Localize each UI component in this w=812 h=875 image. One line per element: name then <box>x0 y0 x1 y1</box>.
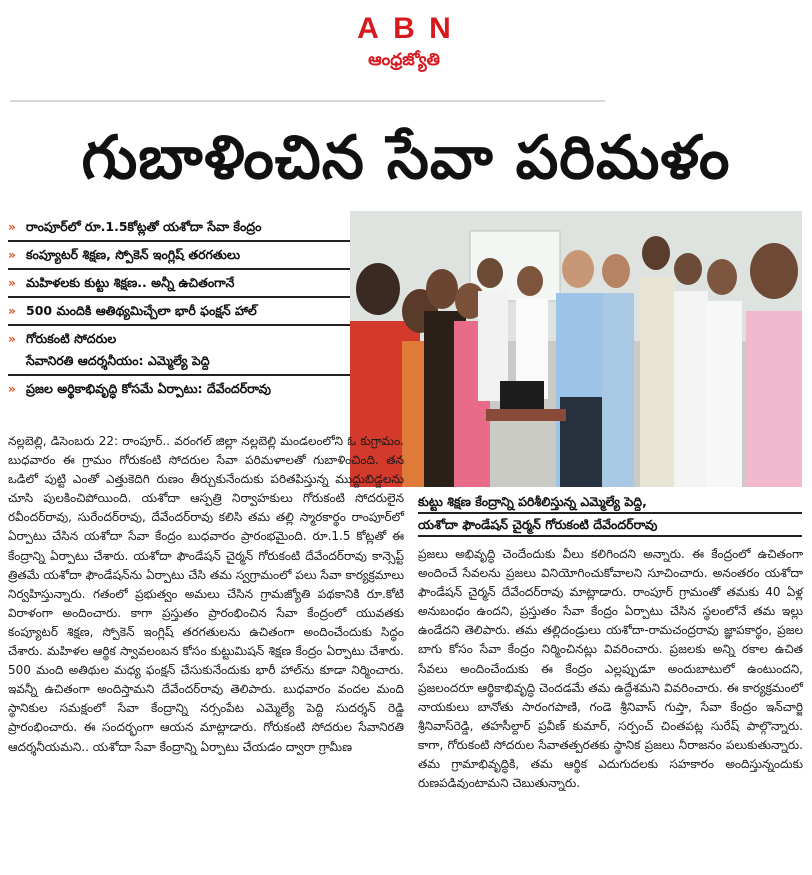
logo-letters <box>340 12 468 46</box>
highlight-item-continued <box>8 348 353 376</box>
highlight-text: కంప్యూటర్ శిక్షణ, స్పోకెన్ ఇంగ్లిష్ తరగతులు <box>26 247 241 262</box>
double-chevron-right-icon: » <box>8 382 16 396</box>
logo-letter-b: B <box>387 12 421 46</box>
highlight-text: సేవానిరతి ఆదర్శనీయం: ఎమ్మెల్యే పెద్ది <box>26 353 210 368</box>
double-chevron-right-icon: » <box>8 248 16 262</box>
highlight-text: మహిళలకు కుట్టు శిక్షణ.. అన్నీ ఉచితంగానే <box>26 275 235 290</box>
double-chevron-right-icon: » <box>8 304 16 318</box>
highlight-item <box>8 242 353 270</box>
highlight-text: ప్రజల అర్థికాభివృద్ధి కోసమే ఏర్పాటు: దేవేందర్‌రావు <box>26 381 271 396</box>
headline: గుబాళించిన సేవా పరిమళం <box>81 123 731 193</box>
double-chevron-right-icon: » <box>8 276 16 290</box>
article-column-left <box>8 432 404 757</box>
highlights-list <box>8 214 353 402</box>
highlight-text: రాంపూర్‌లో రూ.1.5కోట్లతో యశోదా సేవా కేంద్రం <box>26 219 262 234</box>
logo-letter-n: N <box>423 12 457 46</box>
caption-line: కుట్టు శిక్షణ కేంద్రాన్ని పరిశీలిస్తున్న ఎమ్మెల్యే పెద్ది, <box>418 491 802 514</box>
double-chevron-right-icon: » <box>8 332 16 346</box>
highlight-item <box>8 298 353 326</box>
photo-illustration <box>350 211 802 487</box>
article-paragraph: నల్లబెల్లి, డిసెంబరు 22: రాంపూర్.. వరంగల్ జిల్లా నల్లబెల్లి మండలంలోని ఓ కుగ్రామం. బుధవారం ఈ గ్రామం గోరుకంటి సోదరుల సేవా పరిమళాలతో గుబాళించింది. తన ఒడిలో పుట్టి ఎంతో ఎత్తుకెదిగి రుణం తీర్చుకునేందుకు పరితపిస్తున్న ముద్దుబిడ్డలను చూసి పులకించిపోయింది. యశోదా ఆస్పత్రి నిర్వాహకులు గోరుకంటి సోదరులైన రవీందర్‌రావు, సురేందర్‌రావు, దేవేందర్‌రావు కలిసి తమ తల్లి స్మారకార్థం రాంపూర్‌లో ఏర్పాటు చేసిన యశోదా సేవా కేంద్రం బుధవారం ప్రారంభమైంది. రూ.1.5 కోట్లతో ఈ కేంద్రాన్ని ఏర్పాటు చేశారు. యశోదా ఫౌండేషన్ చైర్మన్ గోరుకంటి దేవేందర్‌రావు కాన్సెప్ట్ త్రితమే యశోదా ఫౌండేషన్‌ను ఏర్పాటు చేసి తమ స్వగ్రామంలో పలు సేవా కార్యక్రమాలు నిర్వహిస్తున్నారు. గతంలో ప్రభుత్వం అమలు చేసిన గ్రామజ్యోతి పథకానికి రూ.కోటి విరాళంగా అందించారు. కాగా ప్రస్తుతం ప్రారంభించిన సేవా కేంద్రంలో యువతకు కంప్యూటర్ శిక్షణ, స్పోకెన్ ఇంగ్లిష్ తరగతులను ఉచితంగా అందించేందుకు సిద్ధం చేశారు. మహిళల ఆర్థిక స్వావలంబన కోసం కుట్టుమిషన్ శిక్షణ కేంద్రం ఏర్పాటు చేశారు. 500 మంది అతిథుల మధ్య ఫంక్షన్ చేసుకునేందుకు భారీ హాల్‌ను కూడా నిర్మించారు. ఇవన్నీ ఉచితంగా అందిస్తామని దేవేందర్‌రావు తెలిపారు. బుధవారం వందల మంది స్థానికుల సమక్షంలో సేవా కేంద్రాన్ని నర్సంపేట ఎమ్మెల్యే పెద్ది సుదర్శన్ రెడ్డి ప్రారంభించారు. ఈ సందర్భంగా ఆయన మాట్లాడారు. గోరుకంటి సోదరుల సేవానిరతి ఆదర్శనీయమని.. యశోదా సేవా కేంద్రాన్ని ఏర్పాటు చేయడం ద్వారా గ్రామీణ <box>8 434 404 754</box>
highlight-item <box>8 214 353 242</box>
abn-logo <box>340 6 468 106</box>
highlight-item <box>8 270 353 298</box>
logo-letter-a: A <box>351 12 385 46</box>
top-divider <box>10 100 605 102</box>
caption-line: యశోదా ఫౌండేషన్ చైర్మన్ గోరుకంటి దేవేందర్‌రావు <box>418 514 802 537</box>
article-paragraph: ప్రజలు అభివృద్ధి చెందేందుకు వీలు కలిగిందని అన్నారు. ఈ కేంద్రంలో ఉచితంగా అందించే సేవలను ప్రజలు వినియోగించుకోవాలని సూచించారు. అనంతరం యశోదా ఫౌండేషన్ చైర్మన్ దేవేందర్‌రావు మాట్లాడారు. రాంపూర్ గ్రామంతో తమకు 40 ఏళ్ల అనుబంధం ఉందని, ప్రస్తుతం సేవా కేంద్రం ఏర్పాటు చేసిన స్థలంలోనే తమ ఇల్లు ఉండేదని తెలిపారు. తమ తల్లిదండ్రులు యశోదా-రామచంద్రరావు జ్ఞాపకార్థం, ప్రజల బాగు కోసం సేవా కేంద్రం నిర్మించినట్లు వివరించారు. ప్రజలకు అన్ని రకాల ఉచిత సేవలు అందించేందుకు ఈ కేంద్రం ఎల్లప్పుడూ అందుబాటులో ఉంటుందని, ప్రజలందరూ ఆర్థికాభివృద్ధి చెందడమే తమ ఉద్దేశమని వివరించారు. ఈ కార్యక్రమంలో నాయకులు బానోతు సారంగపాణి, గండె శ్రీనివాస్ గుప్తా, సేవా కేంద్రం ఇన్‌చార్జి శ్రీనివాస్‌రెడ్డి, తహసీల్దార్ ప్రవీణ్ కుమార్, సర్పంచ్ చింతపట్ల సురేష్ పాల్గొన్నారు. కాగా, గోరుకంటి సోదరుల సేవాతత్పరతకు స్థానిక ప్రజలు నీరాజనం పలుకుతున్నారు. తమ గ్రామాభివృద్ధికి, తమ ఆర్థిక ఎదుగుదలకు సహకారం అందిస్తున్నందుకు రుణపడివుంటామని చెబుతున్నారు. <box>418 547 803 791</box>
highlight-text: 500 మందికి ఆతిథ్యమిచ్చేలా భారీ ఫంక్షన్ హాల్ <box>26 303 257 318</box>
double-chevron-right-icon: » <box>8 220 16 234</box>
photo-caption <box>418 491 802 537</box>
event-photo <box>350 211 802 487</box>
logo-subtitle: ఆంధ్రజ్యోతి <box>368 50 440 70</box>
highlight-item <box>8 326 353 348</box>
article-column-right <box>418 545 803 793</box>
highlight-item <box>8 376 353 402</box>
highlight-text: గోరుకంటి సోదరుల <box>26 331 117 346</box>
